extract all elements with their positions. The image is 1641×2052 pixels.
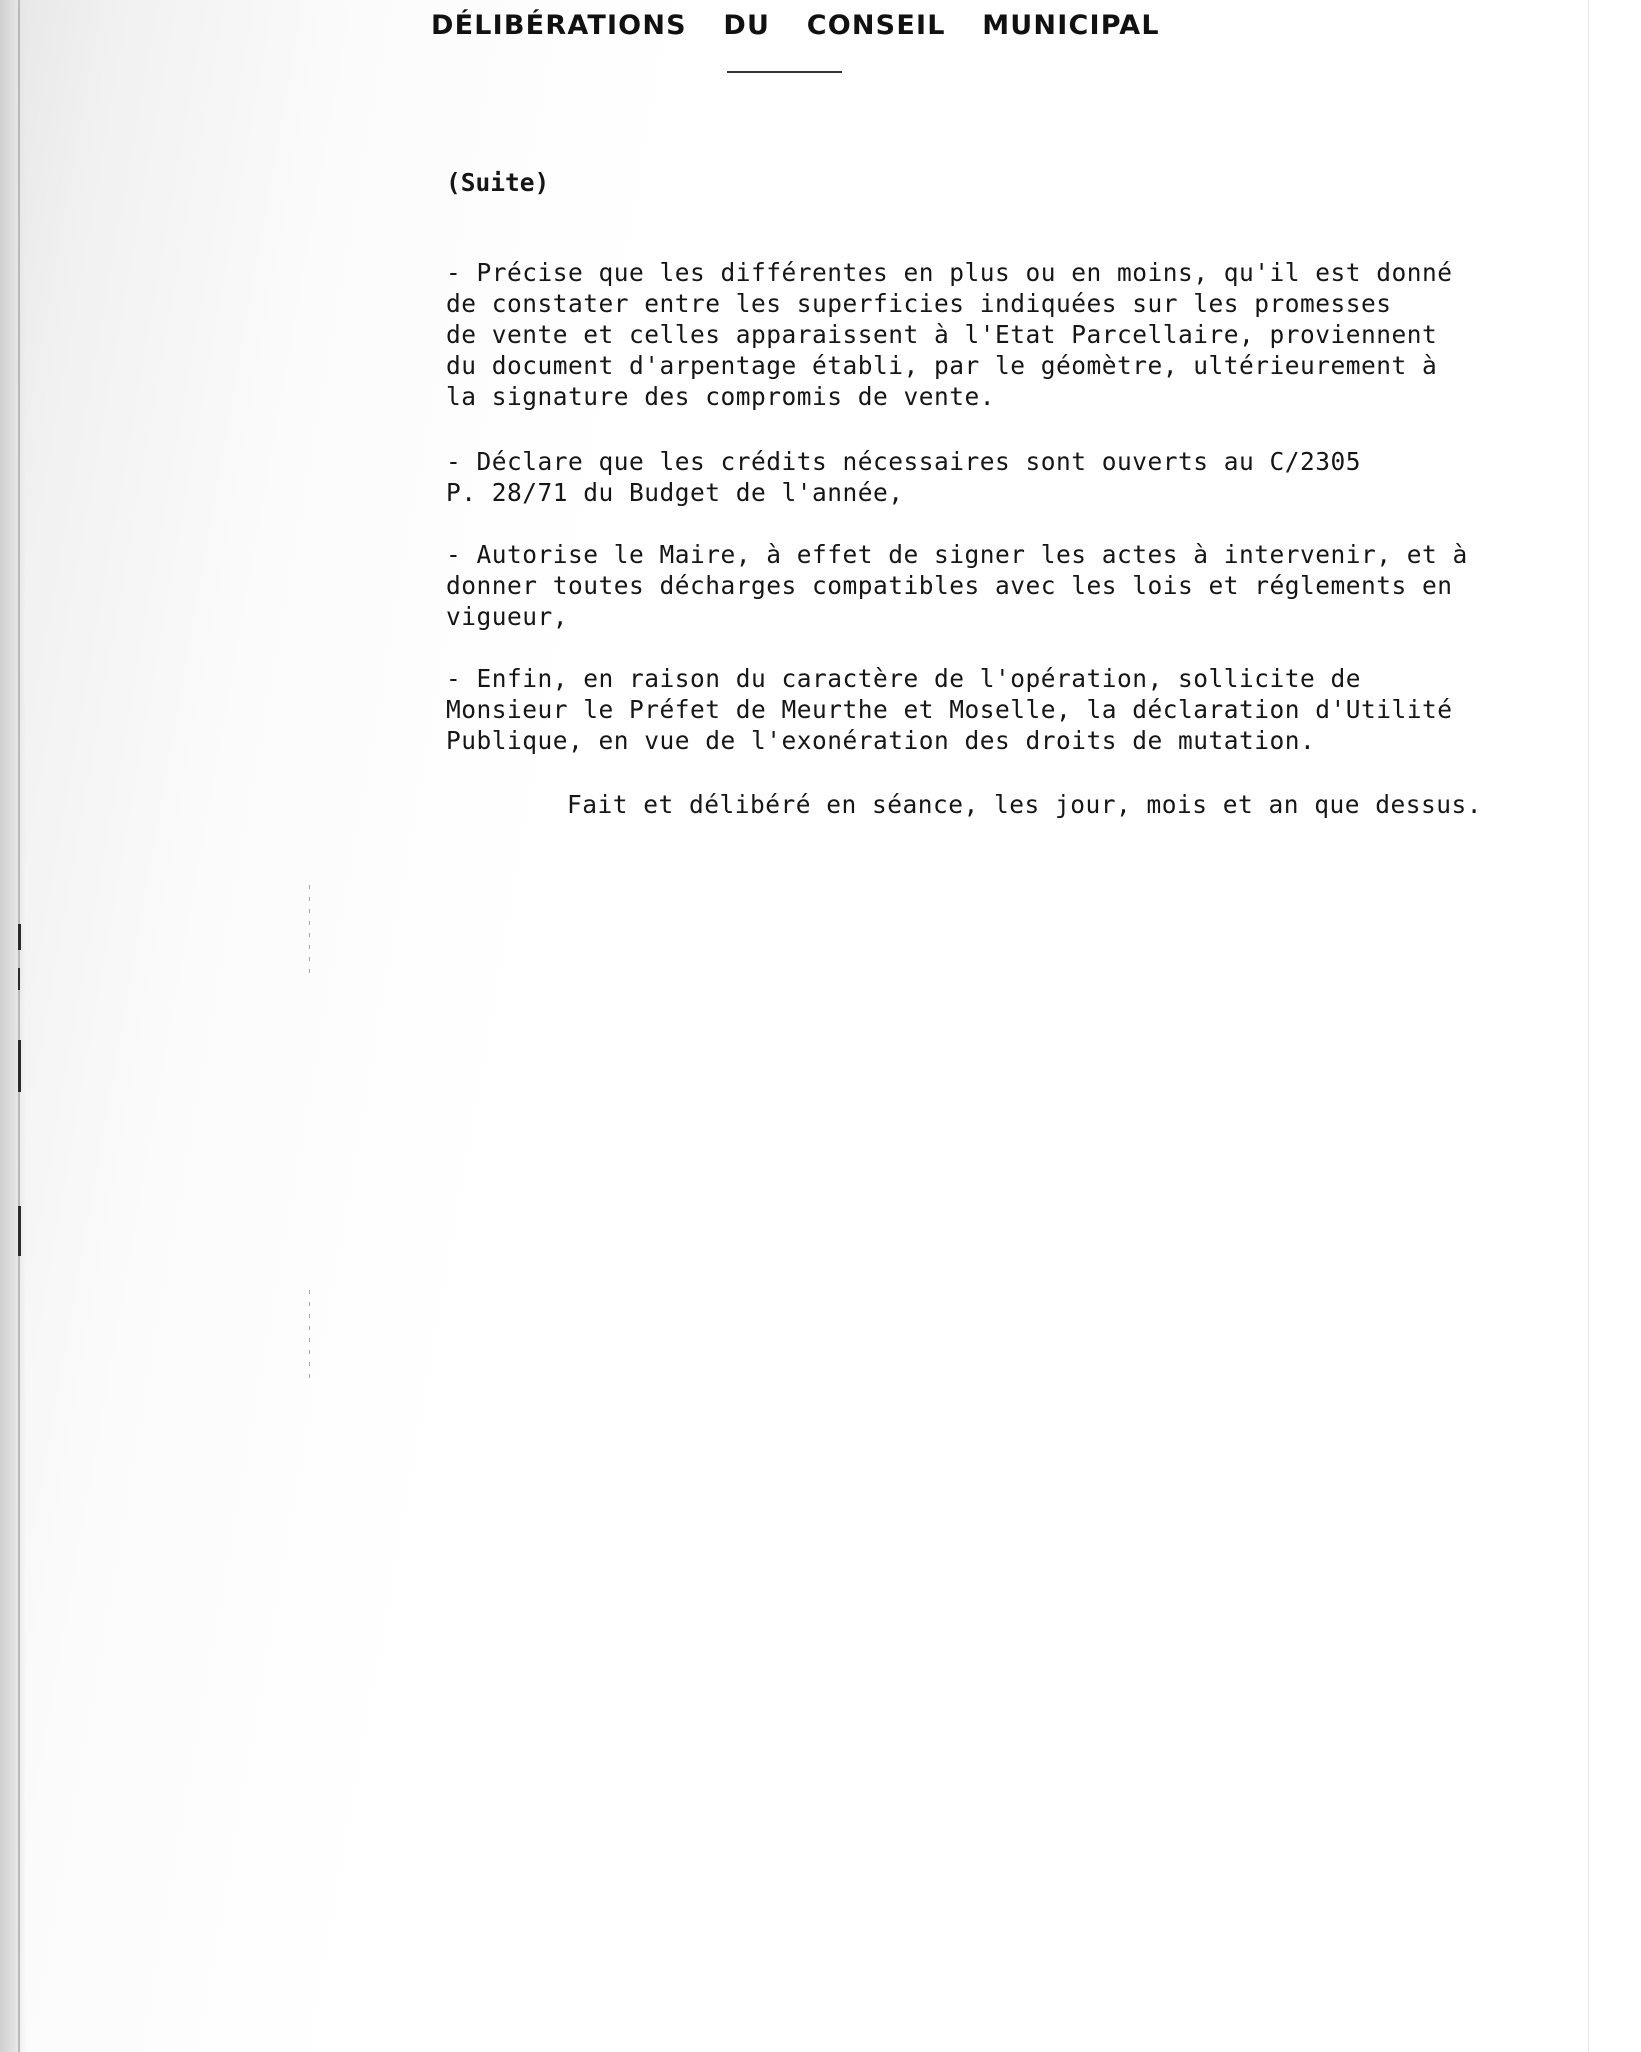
text-line: Publique, en vue de l'exonération des droits de mutation.	[446, 726, 1316, 755]
text-line: de vente et celles apparaissent à l'Etat Parcellaire, proviennent	[446, 320, 1438, 349]
text-line: P. 28/71 du Budget de l'année,	[446, 478, 904, 507]
text-line: la signature des compromis de vente.	[446, 382, 996, 411]
text-line: donner toutes décharges compatibles avec les lois et réglements en	[446, 571, 1453, 600]
page-right-edge	[1588, 0, 1589, 2052]
continuation-label: (Suite)	[446, 168, 550, 197]
text-line: - Autorise le Maire, à effet de signer les actes à intervenir, et à	[446, 540, 1468, 569]
paragraph-enfin	[446, 663, 1486, 756]
punch-hole-mark	[309, 885, 310, 980]
binding-mark	[18, 924, 21, 950]
text-line: de constater entre les superficies indiquées sur les promesses	[446, 289, 1392, 318]
text-line: - Précise que les différentes en plus ou en moins, qu'il est donné	[446, 258, 1453, 287]
text-line: vigueur,	[446, 602, 569, 631]
binding-mark	[18, 1040, 21, 1092]
text-line: du document d'arpentage établi, par le géomètre, ultérieurement à	[446, 351, 1438, 380]
binding-edge	[18, 0, 20, 2052]
binding-mark	[18, 968, 20, 990]
closing-formula: Fait et délibéré en séance, les jour, mois et an que dessus.	[567, 790, 1483, 819]
text-line: - Déclare que les crédits nécessaires sont ouverts au C/2305	[446, 447, 1362, 476]
paragraph-precise	[446, 257, 1486, 412]
text-line: Monsieur le Préfet de Meurthe et Moselle, la déclaration d'Utilité	[446, 695, 1453, 724]
page-title: DÉLIBÉRATIONS DU CONSEIL MUNICIPAL	[431, 10, 1160, 41]
title-underline	[727, 71, 842, 73]
page-edge-shadow	[0, 0, 26, 2052]
paragraph-autorise	[446, 539, 1486, 632]
text-line: - Enfin, en raison du caractère de l'opération, sollicite de	[446, 664, 1362, 693]
paragraph-declare	[446, 446, 1486, 508]
punch-hole-mark	[309, 1290, 310, 1385]
binding-mark	[18, 1206, 21, 1256]
